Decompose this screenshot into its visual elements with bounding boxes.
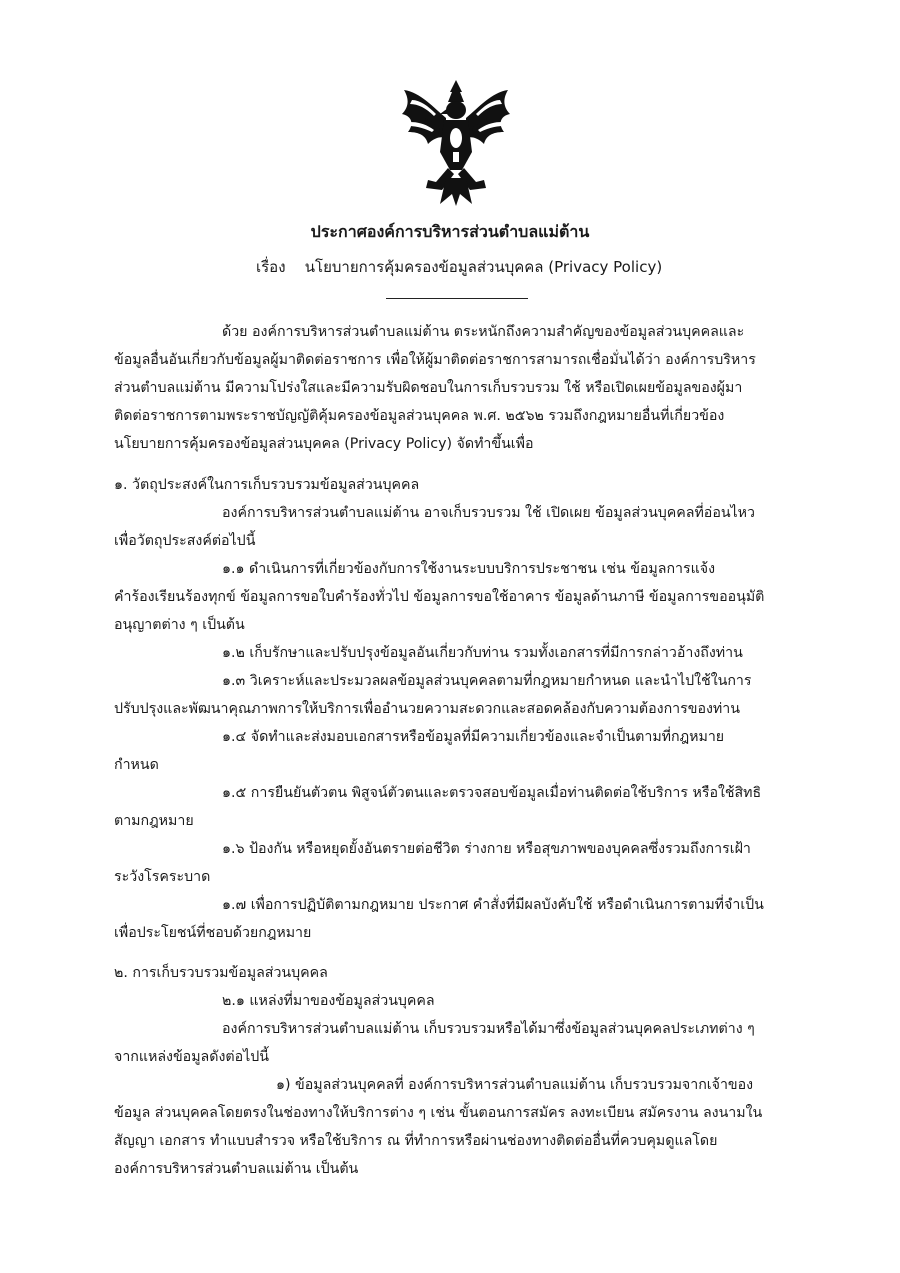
- section-paragraph-line: จากแหล่งข้อมูลดังต่อไปนี้: [114, 1049, 269, 1065]
- section-paragraph-line: เพื่อวัตถุประสงค์ต่อไปนี้: [114, 533, 256, 549]
- intro-line: ข้อมูลอื่นอันเกี่ยวกับข้อมูลผู้มาติดต่อราชการ เพื่อให้ผู้มาติดต่อราชการสามารถเชื่อมั่นได้ว่า องค์การบริหาร: [114, 352, 756, 368]
- list-item-line: คำร้องเรียนร้องทุกข์ ข้อมูลการขอใบคำร้องทั่วไป ข้อมูลการขอใช้อาคาร ข้อมูลด้านภาษี ข้อมูลการขออนุมัติ: [114, 589, 765, 605]
- title-divider: [386, 298, 528, 299]
- list-item-line: กำหนด: [114, 757, 159, 773]
- list-item-line: เพื่อประโยชน์ที่ชอบด้วยกฎหมาย: [114, 925, 312, 941]
- list-item-line: ๑.๑ ดำเนินการที่เกี่ยวข้องกับการใช้งานระบบบริการประชาชน เช่น ข้อมูลการแจ้ง: [222, 561, 716, 577]
- list-item-line: ๑.๖ ป้องกัน หรือหยุดยั้งอันตรายต่อชีวิต ร่างกาย หรือสุขภาพของบุคคลซึ่งรวมถึงการเฝ้า: [222, 841, 751, 857]
- intro-line: ด้วย องค์การบริหารส่วนตำบลแม่ต้าน ตระหนักถึงความสำคัญของข้อมูลส่วนบุคคลและ: [222, 324, 745, 340]
- section-heading: ๑. วัตถุประสงค์ในการเก็บรวบรวมข้อมูลส่วนบุคคล: [114, 477, 420, 493]
- document-subject: [256, 257, 662, 277]
- list-item-line: ตามกฎหมาย: [114, 813, 194, 829]
- list-item-line: อนุญาตต่าง ๆ เป็นต้น: [114, 617, 245, 633]
- list-item-line: ข้อมูล ส่วนบุคคลโดยตรงในช่องทางให้บริการต่าง ๆ เช่น ขั้นตอนการสมัคร ลงทะเบียน สมัครงาน ลงนามใน: [114, 1105, 763, 1121]
- list-item-line: สัญญา เอกสาร ทำแบบสำรวจ หรือใช้บริการ ณ ที่ทำการหรือผ่านช่องทางติดต่ออื่นที่ควบคุมดูแลโดย: [114, 1133, 718, 1149]
- intro-line: ติดต่อราชการตามพระราชบัญญัติคุ้มครองข้อมูลส่วนบุคคล พ.ศ. ๒๕๖๒ รวมถึงกฎหมายอื่นที่เกี่ยวข้อง: [114, 408, 725, 424]
- section-paragraph-line: องค์การบริหารส่วนตำบลแม่ต้าน อาจเก็บรวบรวม ใช้ เปิดเผย ข้อมูลส่วนบุคคลที่อ่อนไหว: [222, 505, 755, 521]
- garuda-emblem-icon: [396, 78, 516, 208]
- section-heading: ๒. การเก็บรวบรวมข้อมูลส่วนบุคคล: [114, 965, 328, 981]
- list-item-line: ระวังโรคระบาด: [114, 869, 211, 885]
- list-item-line: ๑.๓ วิเคราะห์และประมวลผลข้อมูลส่วนบุคคลตามที่กฎหมายกำหนด และนำไปใช้ในการ: [222, 673, 752, 689]
- intro-line: นโยบายการคุ้มครองข้อมูลส่วนบุคคล (Privacy Policy) จัดทำขึ้นเพื่อ: [114, 436, 534, 452]
- intro-line: ส่วนตำบลแม่ต้าน มีความโปร่งใสและมีความรับผิดชอบในการเก็บรวบรวม ใช้ หรือเปิดเผยข้อมูลของผู้มา: [114, 380, 743, 396]
- list-item-line: องค์การบริหารส่วนตำบลแม่ต้าน เป็นต้น: [114, 1161, 359, 1177]
- subject-text: นโยบายการคุ้มครองข้อมูลส่วนบุคคล (Privacy Policy): [304, 258, 663, 276]
- subject-label: เรื่อง: [256, 258, 286, 276]
- list-item-line: ปรับปรุงและพัฒนาคุณภาพการให้บริการเพื่ออำนวยความสะดวกและสอดคล้องกับความต้องการของท่าน: [114, 701, 740, 717]
- document-title: ประกาศองค์การบริหารส่วนตำบลแม่ต้าน: [310, 222, 590, 241]
- list-item-line: ๑.๒ เก็บรักษาและปรับปรุงข้อมูลอันเกี่ยวกับท่าน รวมทั้งเอกสารที่มีการกล่าวอ้างถึงท่าน: [222, 645, 743, 661]
- section-paragraph-line: องค์การบริหารส่วนตำบลแม่ต้าน เก็บรวบรวมหรือได้มาซึ่งข้อมูลส่วนบุคคลประเภทต่าง ๆ: [222, 1021, 755, 1037]
- list-item-line: ๑) ข้อมูลส่วนบุคคลที่ องค์การบริหารส่วนตำบลแม่ต้าน เก็บรวบรวมจากเจ้าของ: [276, 1077, 754, 1093]
- sub-section-heading: ๒.๑ แหล่งที่มาของข้อมูลส่วนบุคคล: [222, 993, 435, 1009]
- list-item-line: ๑.๕ การยืนยันตัวตน พิสูจน์ตัวตนและตรวจสอบข้อมูลเมื่อท่านติดต่อใช้บริการ หรือใช้สิทธิ: [222, 785, 762, 801]
- list-item-line: ๑.๔ จัดทำและส่งมอบเอกสารหรือข้อมูลที่มีความเกี่ยวข้องและจำเป็นตามที่กฎหมาย: [222, 729, 725, 745]
- list-item-line: ๑.๗ เพื่อการปฏิบัติตามกฎหมาย ประกาศ คำสั่งที่มีผลบังคับใช้ หรือดำเนินการตามที่จำเป็น: [222, 897, 764, 913]
